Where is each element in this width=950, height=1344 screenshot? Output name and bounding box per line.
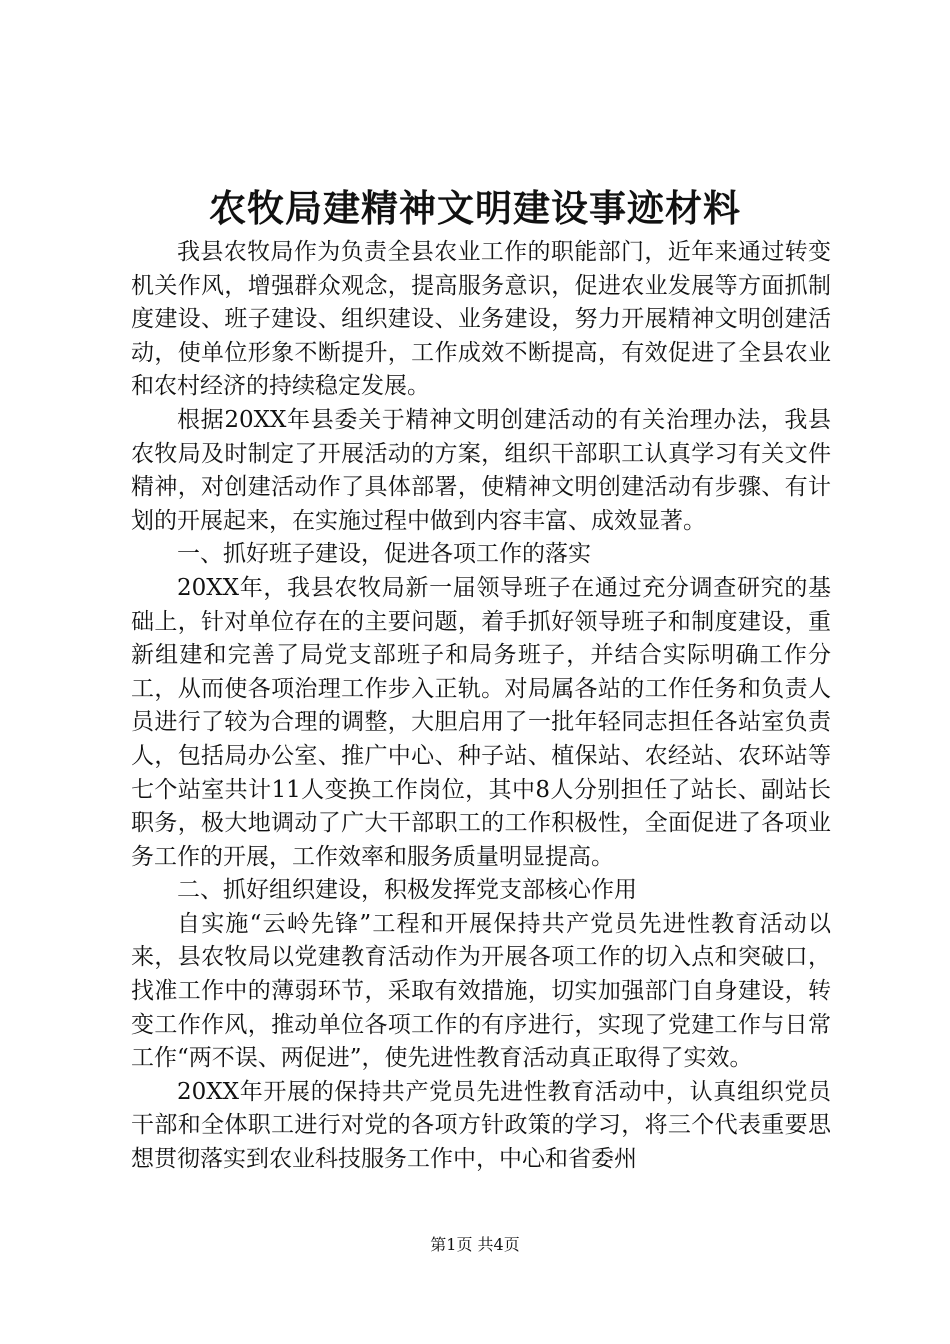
document-body bbox=[131, 236, 831, 1177]
paragraph-education: 20XX年开展的保持共产党员先进性教育活动中，认真组织党员干部和全体职工进行对党的各项方针政策的学习，将三个代表重要思想贯彻落实到农业科技服务工作中，中心和省委州 bbox=[131, 1078, 831, 1173]
section-heading-1: 一、抓好班子建设，促进各项工作的落实 bbox=[177, 541, 591, 568]
section-heading-2: 二、抓好组织建设，积极发挥党支部核心作用 bbox=[177, 877, 637, 904]
paragraph-intro: 我县农牧局作为负责全县农业工作的职能部门，近年来通过转变机关作风，增强群众观念，提高服务意识，促进农业发展等方面抓制度建设、班子建设、组织建设、业务建设，努力开展精神文明创建活动，使单位形象不断提升，工作成效不断提高，有效促进了全县农业和农村经济的持续稳定发展。 bbox=[131, 239, 831, 400]
document-title: 农牧局建精神文明建设事迹材料 bbox=[209, 186, 741, 230]
paragraph-team-building: 20XX年，我县农牧局新一届领导班子在通过充分调查研究的基础上，针对单位存在的主要问题，着手抓好领导班子和制度建设，重新组建和完善了局党支部班子和局务班子，并结合实际明确工作分工，从而使各项治理工作步入正轨。对局属各站的工作任务和负责人员进行了较为合理的调整，大胆启用了一批年轻同志担任各站室负责人，包括局办公室、推广中心、种子站、植保站、农经站、农环站等七个站室共计11人变换工作岗位，其中8人分别担任了站长、副站长职务，极大地调动了广大干部职工的工作积极性，全面促进了各项业务工作的开展，工作效率和服务质量明显提高。 bbox=[131, 574, 831, 870]
paragraph-organization: 自实施“云岭先锋”工程和开展保持共产党员先进性教育活动以来，县农牧局以党建教育活动作为开展各项工作的切入点和突破口，找准工作中的薄弱环节，采取有效措施，切实加强部门自身建设，转变工作作风，推动单位各项工作的有序进行，实现了党建工作与日常工作“两不误、两促进”，使先进性教育活动真正取得了实效。 bbox=[131, 910, 831, 1072]
paragraph-basis: 根据20XX年县委关于精神文明创建活动的有关治理办法，我县农牧局及时制定了开展活动的方案，组织干部职工认真学习有关文件精神，对创建活动作了具体部署，使精神文明创建活动有步骤、有计划的开展起来，在实施过程中做到内容丰富、成效显著。 bbox=[131, 406, 831, 534]
page-number-footer: 第1页 共4页 bbox=[430, 1235, 520, 1254]
